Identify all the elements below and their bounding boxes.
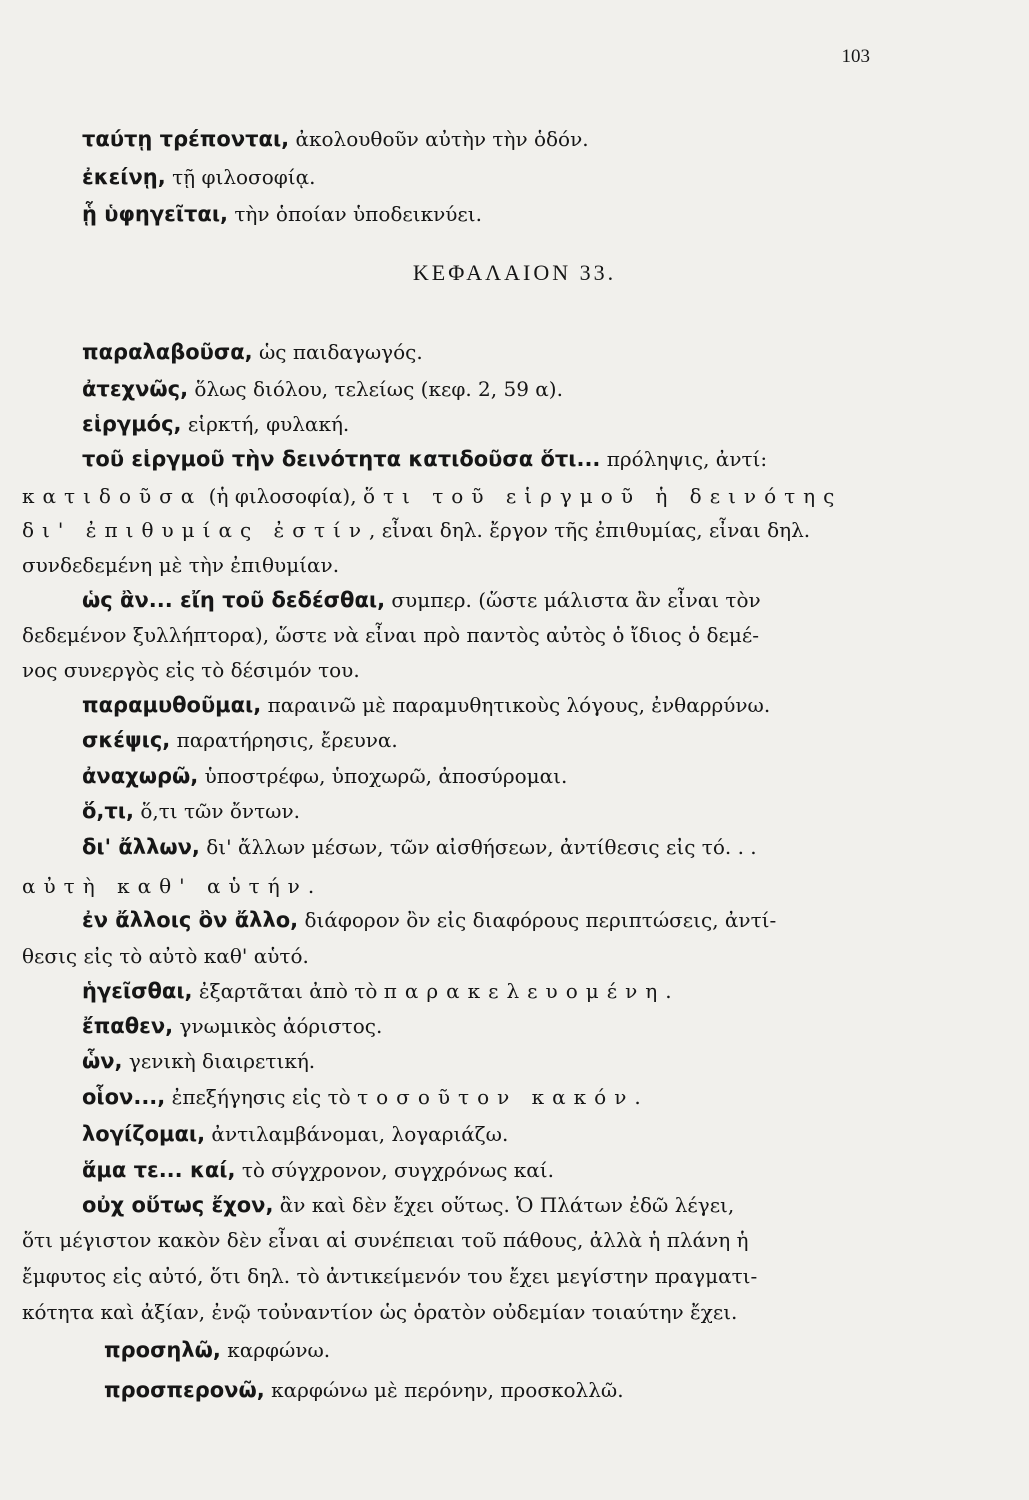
gloss-line: ἐν ἄλλοις ὂν ἄλλο, διάφορον ὂν εἰς διαφόρους περιπτώσεις, ἀντί-	[82, 908, 777, 932]
gloss-line: αὐτὴ καθ' αὑτήν.	[22, 874, 315, 898]
gloss-line: δι' ἄλλων, δι' ἄλλων μέσων, τῶν αἰσθήσεων, ἀντίθεσις εἰς τό. . .	[82, 835, 757, 859]
chapter-heading: ΚΕΦΑΛΑΙΟΝ 33.	[412, 260, 617, 285]
gloss-line: ὡς ἂν... εἴη τοῦ δεδέσθαι, συμπερ. (ὥστε μάλιστα ἂν εἶναι τὸν	[82, 588, 761, 612]
gloss-line: παραμυθοῦμαι, παραινῶ μὲ παραμυθητικοὺς λόγους, ἐνθαρρύνω.	[82, 693, 771, 717]
gloss-line: κότητα καὶ ἀξίαν, ἐνῷ τοὐναντίον ὡς ὁρατὸν οὐδεμίαν τοιαύτην ἔχει.	[22, 1300, 738, 1324]
gloss-line: σκέψις, παρατήρησις, ἔρευνα.	[82, 728, 398, 752]
gloss-line: δι' ἐπιθυμίας ἐστίν, εἶναι δηλ. ἔργον τῆς ἐπιθυμίας, εἶναι δηλ.	[22, 518, 811, 542]
gloss-line: οἷον..., ἐπεξήγησις εἰς τὸ τοσοῦτον κακόν.	[82, 1085, 641, 1109]
gloss-line: προσπερονῶ, καρφώνω μὲ περόνην, προσκολλῶ.	[104, 1378, 624, 1402]
gloss-line: ὧν, γενικὴ διαιρετική.	[82, 1049, 316, 1073]
gloss-line: ἡγεῖσθαι, ἐξαρτᾶται ἀπὸ τὸ παρακελευομένη.	[82, 979, 672, 1003]
gloss-line: συνδεδεμένη μὲ τὴν ἐπιθυμίαν.	[22, 553, 340, 577]
gloss-line: ταύτῃ τρέπονται, ἀκολουθοῦν αὐτὴν τὴν ὁδόν.	[82, 127, 589, 151]
gloss-line: λογίζομαι, ἀντιλαμβάνομαι, λογαριάζω.	[82, 1122, 509, 1146]
gloss-line: νος συνεργὸς εἰς τὸ δέσιμόν του.	[22, 658, 360, 682]
gloss-line: δεδεμένον ξυλλήπτορα), ὥστε νὰ εἶναι πρὸ παντὸς αὐτὸς ὁ ἴδιος ὁ δεμέ-	[22, 623, 759, 647]
gloss-line: θεσις εἰς τὸ αὐτὸ καθ' αὑτό.	[22, 944, 309, 968]
gloss-line: ἔμφυτος εἰς αὐτό, ὅτι δηλ. τὸ ἀντικείμενόν του ἔχει μεγίστην πραγματι-	[22, 1264, 758, 1288]
gloss-line: τοῦ εἱργμοῦ τὴν δεινότητα κατιδοῦσα ὅτι... πρόληψις, ἀντί:	[82, 447, 768, 471]
gloss-line: ἀναχωρῶ, ὑποστρέφω, ὑποχωρῶ, ἀποσύρομαι.	[82, 764, 568, 788]
gloss-line: παραλαβοῦσα, ὡς παιδαγωγός.	[82, 340, 423, 364]
gloss-line: ὅτι μέγιστον κακὸν δὲν εἶναι αἱ συνέπειαι τοῦ πάθους, ἀλλὰ ἡ πλάνη ἡ	[22, 1228, 749, 1252]
gloss-line: ἐκείνῃ, τῇ φιλοσοφίᾳ.	[82, 165, 316, 189]
gloss-line: ᾗ ὑφηγεῖται, τὴν ὁποίαν ὑποδεικνύει.	[82, 202, 482, 226]
page-number: 103	[841, 46, 870, 67]
gloss-line: προσηλῶ, καρφώνω.	[104, 1338, 331, 1362]
gloss-line: ἀτεχνῶς, ὅλως διόλου, τελείως (κεφ. 2, 59 α).	[82, 377, 563, 401]
gloss-line: εἱργμός, εἱρκτή, φυλακή.	[82, 412, 350, 436]
gloss-line: κατιδοῦσα (ἡ φιλοσοφία), ὅτι τοῦ εἱργμοῦ ἡ δεινότης	[22, 484, 843, 508]
gloss-line: ἅμα τε... καί, τὸ σύγχρονον, συγχρόνως καί.	[82, 1158, 554, 1182]
gloss-line: οὐχ οὕτως ἔχον, ἂν καὶ δὲν ἔχει οὕτως. Ὁ Πλάτων ἐδῶ λέγει,	[82, 1193, 735, 1217]
gloss-line: ἔπαθεν, γνωμικὸς ἀόριστος.	[82, 1014, 383, 1038]
gloss-line: ὅ,τι, ὅ,τι τῶν ὄντων.	[82, 799, 300, 823]
